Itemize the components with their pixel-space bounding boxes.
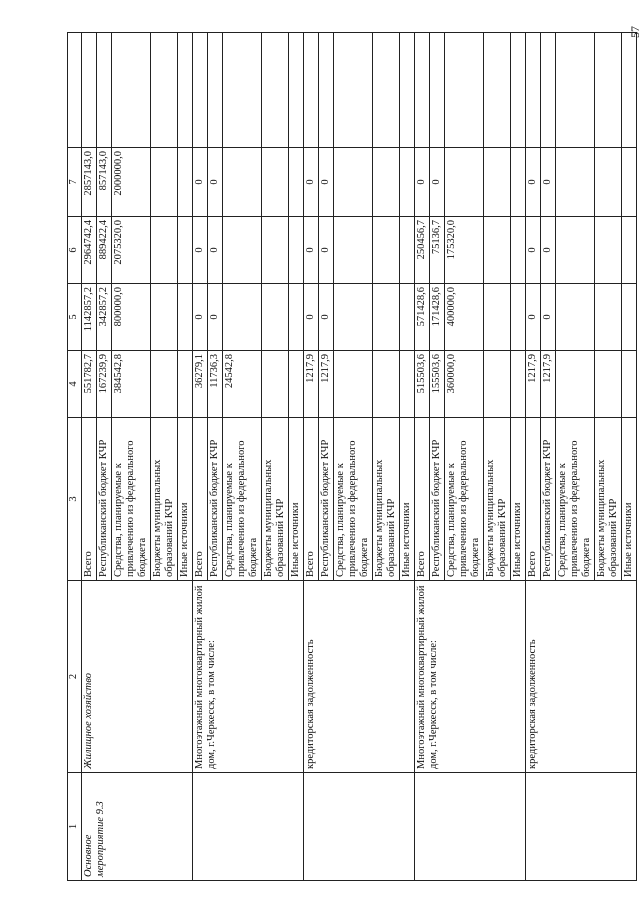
block-name: Жилищное хозяйство [82, 581, 193, 773]
funding-source: Республиканский бюджет КЧР [541, 418, 556, 581]
header-cell: 4 [68, 351, 82, 418]
value-c5 [595, 284, 622, 351]
value-c4 [556, 351, 595, 418]
header-row [68, 33, 82, 881]
empty-cell [262, 33, 289, 148]
value-c7 [511, 148, 526, 217]
value-c5: 0 [541, 284, 556, 351]
funding-source: Иные источники [511, 418, 526, 581]
funding-source: Средства, планируемые к привлечению из федерального бюджета [223, 418, 262, 581]
value-c7 [151, 148, 178, 217]
value-c6 [622, 217, 637, 284]
value-c4: 167239,9 [97, 351, 112, 418]
empty-cell [178, 33, 193, 148]
value-c4: 384542,8 [112, 351, 151, 418]
empty-cell [430, 33, 445, 148]
value-c5 [622, 284, 637, 351]
value-c6 [262, 217, 289, 284]
value-c4: 11736,3 [208, 351, 223, 418]
value-c5: 0 [304, 284, 319, 351]
value-c7 [445, 148, 484, 217]
value-c6 [595, 217, 622, 284]
value-c7: 0 [415, 148, 430, 217]
value-c5 [262, 284, 289, 351]
value-c5 [178, 284, 193, 351]
empty-cell [484, 33, 511, 148]
table-row [193, 33, 208, 881]
value-c4: 515503,6 [415, 351, 430, 418]
value-c7: 857143,0 [97, 148, 112, 217]
header-cell: 7 [68, 148, 82, 217]
value-c5: 342857,2 [97, 284, 112, 351]
block-label [526, 773, 637, 881]
value-c6: 250456,7 [415, 217, 430, 284]
value-c7: 0 [541, 148, 556, 217]
value-c5 [289, 284, 304, 351]
value-c5 [484, 284, 511, 351]
empty-cell [541, 33, 556, 148]
value-c4 [178, 351, 193, 418]
funding-source: Средства, планируемые к привлечению из федерального бюджета [445, 418, 484, 581]
value-c4 [400, 351, 415, 418]
value-c6 [289, 217, 304, 284]
funding-source: Бюджеты муниципальных образований КЧР [373, 418, 400, 581]
value-c7 [484, 148, 511, 217]
value-c6: 75136,7 [430, 217, 445, 284]
value-c5: 800000,0 [112, 284, 151, 351]
value-c4: 1217,9 [541, 351, 556, 418]
value-c5 [400, 284, 415, 351]
empty-cell [622, 33, 637, 148]
header-cell: 5 [68, 284, 82, 351]
value-c5: 1142857,2 [82, 284, 97, 351]
value-c5: 571428,6 [415, 284, 430, 351]
value-c7 [178, 148, 193, 217]
value-c6 [400, 217, 415, 284]
value-c7 [400, 148, 415, 217]
empty-cell [400, 33, 415, 148]
funding-source: Республиканский бюджет КЧР [430, 418, 445, 581]
value-c4 [484, 351, 511, 418]
value-c7 [595, 148, 622, 217]
value-c6: 0 [541, 217, 556, 284]
value-c5 [511, 284, 526, 351]
value-c7 [334, 148, 373, 217]
value-c7 [289, 148, 304, 217]
empty-cell [511, 33, 526, 148]
value-c6 [484, 217, 511, 284]
funding-source: Бюджеты муниципальных образований КЧР [151, 418, 178, 581]
rotated-page [67, 33, 634, 881]
empty-cell [319, 33, 334, 148]
value-c6 [511, 217, 526, 284]
value-c4 [373, 351, 400, 418]
value-c4 [151, 351, 178, 418]
value-c4: 1217,9 [304, 351, 319, 418]
value-c5: 171428,6 [430, 284, 445, 351]
value-c5 [151, 284, 178, 351]
value-c6: 0 [208, 217, 223, 284]
empty-cell [82, 33, 97, 148]
empty-cell [373, 33, 400, 148]
value-c4 [334, 351, 373, 418]
value-c7 [556, 148, 595, 217]
funding-source: Средства, планируемые к привлечению из федерального бюджета [334, 418, 373, 581]
header-cell: 2 [68, 581, 82, 773]
funding-source: Иные источники [289, 418, 304, 581]
value-c7 [373, 148, 400, 217]
funding-source: Средства, планируемые к привлечению из федерального бюджета [112, 418, 151, 581]
value-c6: 175320,0 [445, 217, 484, 284]
funding-source: Всего [415, 418, 430, 581]
block-label [304, 773, 415, 881]
value-c5: 0 [193, 284, 208, 351]
value-c7: 0 [319, 148, 334, 217]
funding-source: Иные источники [622, 418, 637, 581]
page-number: 57 [628, 26, 642, 38]
value-c5 [334, 284, 373, 351]
value-c5: 0 [526, 284, 541, 351]
funding-source: Всего [526, 418, 541, 581]
value-c7: 0 [193, 148, 208, 217]
value-c7: 0 [430, 148, 445, 217]
table-row [526, 33, 541, 881]
value-c4 [289, 351, 304, 418]
block-name: кредиторская задолженность [526, 581, 637, 773]
value-c6: 0 [304, 217, 319, 284]
value-c4 [595, 351, 622, 418]
value-c7: 0 [304, 148, 319, 217]
empty-cell [97, 33, 112, 148]
value-c5 [373, 284, 400, 351]
block-label: Основное мероприятие 9.3 [82, 773, 193, 881]
value-c6: 0 [526, 217, 541, 284]
block-name: Многоэтажный многоквартирный жилой дом, г.Черкесск, в том числе: [193, 581, 304, 773]
value-c7 [223, 148, 262, 217]
value-c7: 2000000,0 [112, 148, 151, 217]
header-cell: 1 [68, 773, 82, 881]
value-c7 [622, 148, 637, 217]
value-c6 [223, 217, 262, 284]
empty-cell [304, 33, 319, 148]
value-c4 [511, 351, 526, 418]
value-c5: 0 [208, 284, 223, 351]
value-c6 [334, 217, 373, 284]
value-c6: 0 [319, 217, 334, 284]
funding-source: Средства, планируемые к привлечению из федерального бюджета [556, 418, 595, 581]
table-row [415, 33, 430, 881]
empty-cell [445, 33, 484, 148]
table-body [82, 33, 637, 881]
table-row [304, 33, 319, 881]
funding-source: Бюджеты муниципальных образований КЧР [484, 418, 511, 581]
empty-cell [334, 33, 373, 148]
funding-source: Республиканский бюджет КЧР [319, 418, 334, 581]
empty-cell [223, 33, 262, 148]
value-c7: 0 [208, 148, 223, 217]
funding-source: Всего [193, 418, 208, 581]
block-label [193, 773, 304, 881]
empty-cell [526, 33, 541, 148]
value-c4: 360000,0 [445, 351, 484, 418]
value-c4: 1217,9 [319, 351, 334, 418]
empty-cell [193, 33, 208, 148]
value-c4: 1217,9 [526, 351, 541, 418]
funding-source: Бюджеты муниципальных образований КЧР [595, 418, 622, 581]
funding-source: Иные источники [400, 418, 415, 581]
empty-cell [112, 33, 151, 148]
value-c5: 400000,0 [445, 284, 484, 351]
value-c6 [373, 217, 400, 284]
value-c6 [178, 217, 193, 284]
empty-cell [556, 33, 595, 148]
empty-cell [151, 33, 178, 148]
funding-table [67, 32, 637, 881]
funding-source: Всего [304, 418, 319, 581]
value-c4 [262, 351, 289, 418]
value-c4: 24542,8 [223, 351, 262, 418]
header-cell: 3 [68, 418, 82, 581]
value-c6: 889422,4 [97, 217, 112, 284]
block-name: Многоэтажный многоквартирный жилой дом, г.Черкесск, в том числе: [415, 581, 526, 773]
value-c5 [556, 284, 595, 351]
header-cell: 6 [68, 217, 82, 284]
value-c5: 0 [319, 284, 334, 351]
empty-cell [415, 33, 430, 148]
funding-source: Бюджеты муниципальных образований КЧР [262, 418, 289, 581]
value-c6: 0 [193, 217, 208, 284]
block-name: кредиторская задолженность [304, 581, 415, 773]
block-label [415, 773, 526, 881]
value-c5 [223, 284, 262, 351]
value-c6 [556, 217, 595, 284]
table-row [82, 33, 97, 881]
funding-source: Республиканский бюджет КЧР [208, 418, 223, 581]
header-cell [68, 33, 82, 148]
empty-cell [289, 33, 304, 148]
value-c4 [622, 351, 637, 418]
value-c6: 2075320,0 [112, 217, 151, 284]
value-c7 [262, 148, 289, 217]
funding-source: Иные источники [178, 418, 193, 581]
value-c7: 0 [526, 148, 541, 217]
empty-cell [595, 33, 622, 148]
empty-cell [208, 33, 223, 148]
value-c4: 155503,6 [430, 351, 445, 418]
value-c4: 551782,7 [82, 351, 97, 418]
value-c4: 36279,1 [193, 351, 208, 418]
funding-source: Республиканский бюджет КЧР [97, 418, 112, 581]
funding-source: Всего [82, 418, 97, 581]
value-c6: 2964742,4 [82, 217, 97, 284]
value-c6 [151, 217, 178, 284]
value-c7: 2857143,0 [82, 148, 97, 217]
